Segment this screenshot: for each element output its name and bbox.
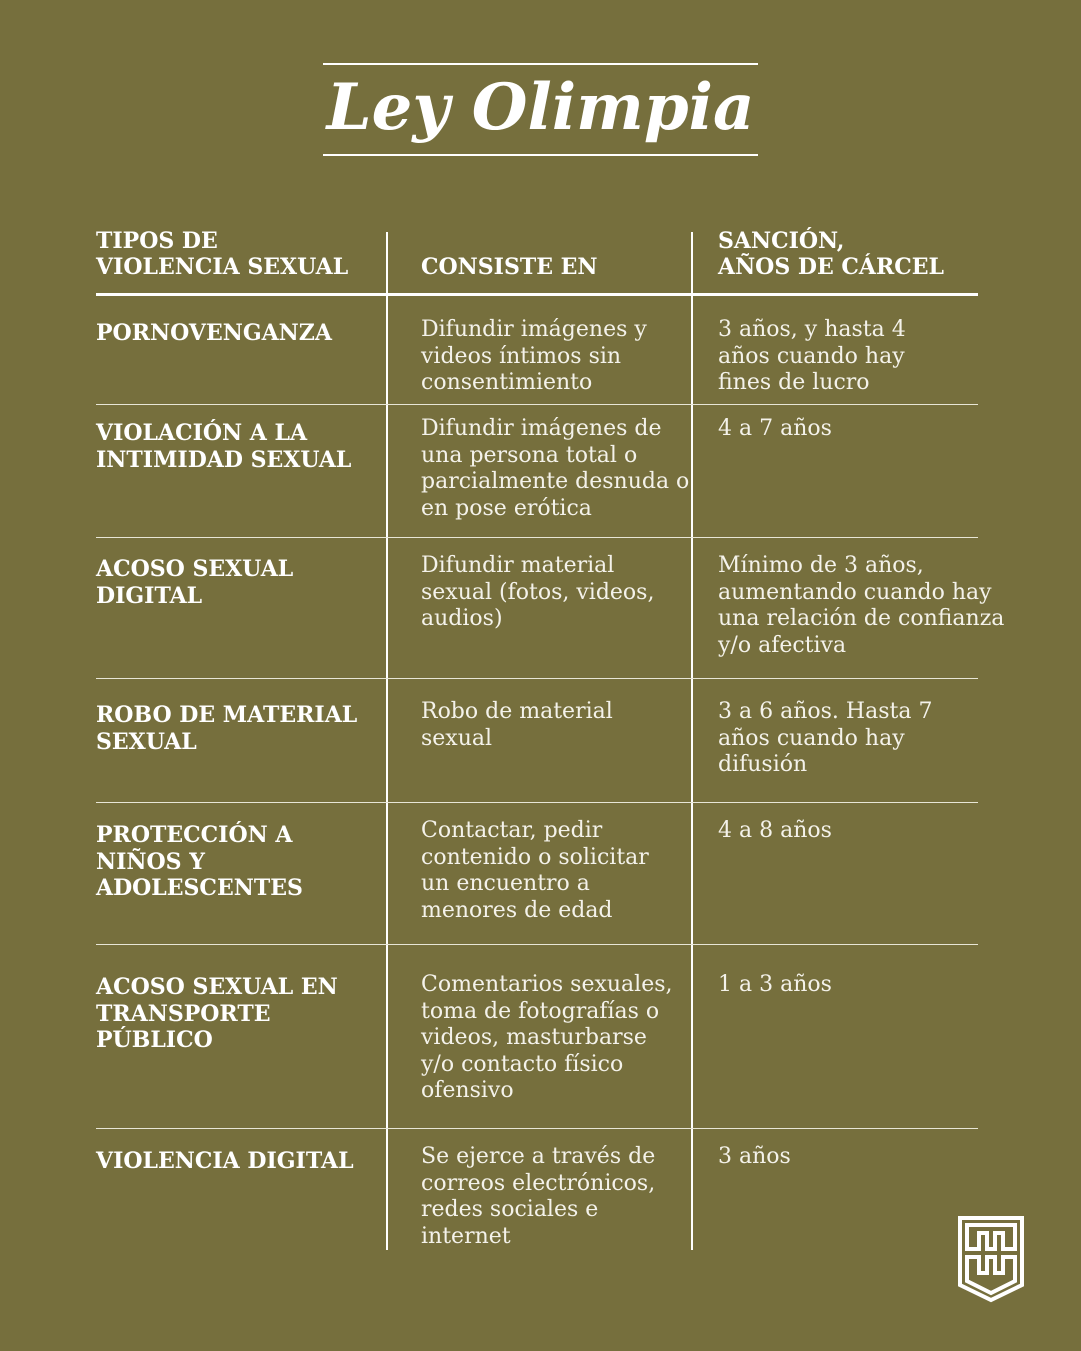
greek-key-shield-icon bbox=[957, 1215, 1025, 1303]
row-4-sancion: 3 a 6 años. Hasta 7 años cuando hay difusión bbox=[718, 699, 933, 777]
sanctions-table bbox=[96, 224, 1005, 1250]
column-divider-1 bbox=[386, 232, 388, 1250]
row-divider bbox=[96, 802, 978, 803]
row-7-consiste: Se ejerce a través de correos electrónicos, redes sociales e internet bbox=[421, 1144, 656, 1249]
row-3-sancion: Mínimo de 3 años, aumentando cuando hay una relación de confianza y/o afectiva bbox=[718, 553, 1005, 658]
row-7-tipo: VIOLENCIA DIGITAL bbox=[96, 1148, 354, 1174]
header-consiste: CONSISTE EN bbox=[421, 254, 598, 280]
row-4-consiste: Robo de material sexual bbox=[421, 699, 613, 751]
row-divider bbox=[96, 404, 978, 405]
row-1-tipo: PORNOVENGANZA bbox=[96, 320, 332, 346]
row-3-tipo: ACOSO SEXUAL DIGITAL bbox=[96, 556, 294, 609]
row-6-consiste: Comentarios sexuales, toma de fotografías o videos, masturbarse y/o contacto físico ofensivo bbox=[421, 972, 673, 1103]
header-divider bbox=[96, 293, 978, 296]
row-3-consiste: Difundir material sexual (fotos, videos, audios) bbox=[421, 553, 655, 631]
row-1-sancion: 3 años, y hasta 4 años cuando hay fines de lucro bbox=[718, 317, 906, 395]
row-5-sancion: 4 a 8 años bbox=[718, 818, 832, 843]
row-6-sancion: 1 a 3 años bbox=[718, 972, 832, 997]
row-5-tipo: PROTECCIÓN A NIÑOS Y ADOLESCENTES bbox=[96, 822, 303, 901]
row-5-consiste: Contactar, pedir contenido o solicitar un encuentro a menores de edad bbox=[421, 818, 649, 923]
title-box bbox=[323, 63, 758, 156]
row-divider bbox=[96, 1128, 978, 1129]
row-divider bbox=[96, 537, 978, 538]
header-tipos: TIPOS DE VIOLENCIA SEXUAL bbox=[96, 228, 349, 280]
row-2-consiste: Difundir imágenes de una persona total o parcialmente desnuda o en pose erótica bbox=[421, 416, 690, 521]
row-1-consiste: Difundir imágenes y videos íntimos sin consentimiento bbox=[421, 317, 647, 395]
row-4-tipo: ROBO DE MATERIAL SEXUAL bbox=[96, 702, 358, 755]
header-sancion: SANCIÓN, AÑOS DE CÁRCEL bbox=[718, 228, 945, 280]
row-7-sancion: 3 años bbox=[718, 1144, 791, 1169]
row-2-tipo: VIOLACIÓN A LA INTIMIDAD SEXUAL bbox=[96, 420, 352, 473]
row-6-tipo: ACOSO SEXUAL EN TRANSPORTE PÚBLICO bbox=[96, 974, 338, 1053]
row-2-sancion: 4 a 7 años bbox=[718, 416, 832, 441]
row-divider bbox=[96, 944, 978, 945]
row-divider bbox=[96, 678, 978, 679]
page-title: Ley Olimpia bbox=[326, 70, 755, 145]
